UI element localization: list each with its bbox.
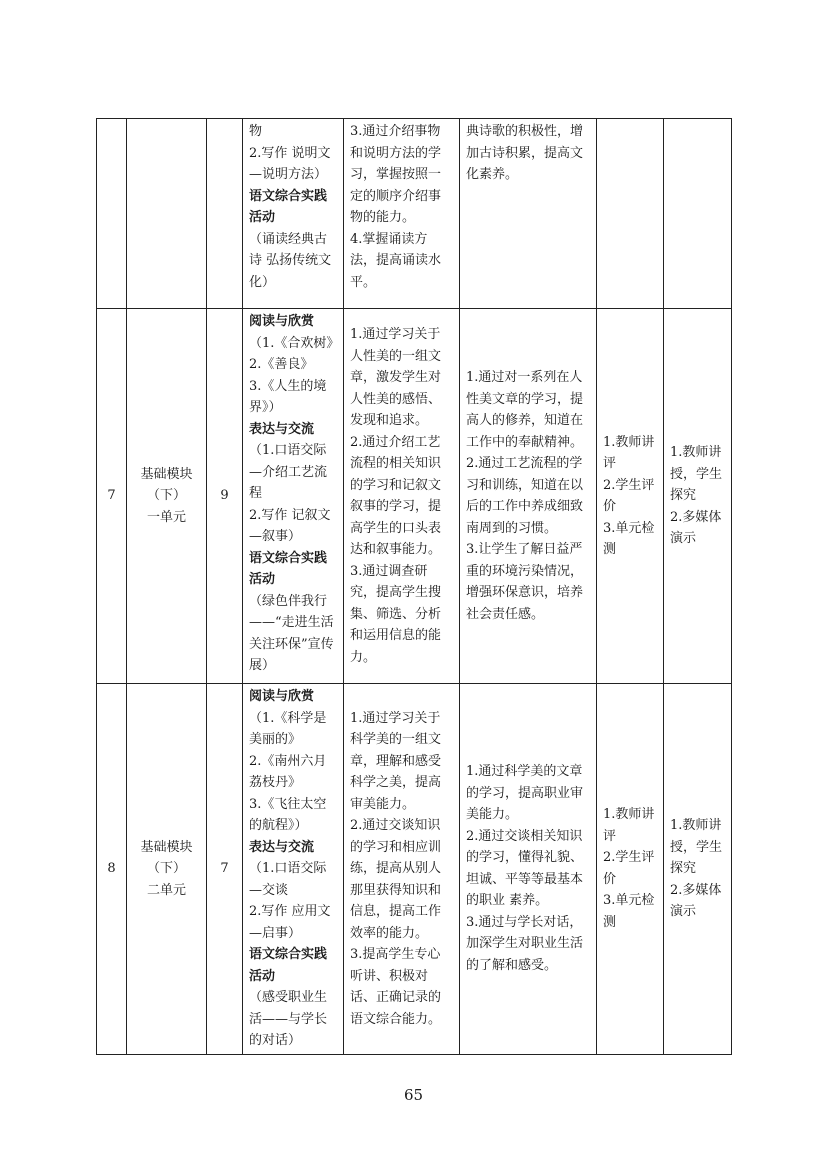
evaluation-cell bbox=[597, 119, 664, 309]
row-number-cell bbox=[97, 119, 127, 309]
goal-item: 1.通过学习关于科学美的一组文章，理解和感受科学之美，提高审美能力。 bbox=[350, 710, 442, 812]
content-item: （1.口语交际—介绍工艺流程 bbox=[249, 443, 328, 501]
content-item: 2.《善良》 bbox=[249, 357, 314, 372]
content-heading: 语文综合实践活动 bbox=[249, 550, 328, 587]
literacy-cell bbox=[460, 119, 597, 309]
module-label: 基础模块 bbox=[140, 839, 193, 855]
table-row bbox=[97, 119, 732, 309]
content-heading: 阅读与欣赏 bbox=[249, 689, 315, 704]
course-table bbox=[96, 118, 732, 1055]
literacy-item: 2.通过工艺流程的学习和训练，知道在以后的工作中养成细致南周到的习惯。 bbox=[466, 456, 584, 536]
module-label: （下） bbox=[146, 488, 186, 504]
content-item: （1.《科学是美丽的》 bbox=[249, 710, 327, 747]
hours-value: 9 bbox=[220, 488, 229, 504]
literacy-item: 典诗歌的积极性，增加古诗积累，提高文化素养。 bbox=[466, 124, 584, 182]
module-cell bbox=[127, 684, 207, 1055]
literacy-cell bbox=[460, 684, 597, 1055]
method-item: 1.教师讲授，学生探究 bbox=[670, 445, 723, 504]
goals-cell bbox=[344, 119, 460, 309]
content-heading: 阅读与欣赏 bbox=[249, 314, 315, 329]
literacy-item: 2.通过交谈相关知识的学习，懂得礼貌、坦诚、平等等最基本的职业 素养。 bbox=[466, 828, 584, 909]
evaluation-cell bbox=[597, 684, 664, 1055]
goal-item: 2.通过交谈知识的学习和相应训练，提高从别人那里获得知识和信息，提高工作效率的能力。 bbox=[350, 818, 442, 941]
content-cell bbox=[243, 684, 344, 1055]
goals-cell bbox=[344, 309, 460, 684]
row-number-cell bbox=[97, 309, 127, 684]
hours-value: 7 bbox=[220, 861, 229, 876]
content-item: 2.《南州六月荔枝丹》 bbox=[249, 753, 327, 790]
literacy-item: 3.让学生了解日益严重的环境污染情况，增强环保意识，培养社会责任感。 bbox=[466, 542, 584, 622]
goal-item: 1.通过学习关于人性美的一组文章，激发学生对人性美的感悟、发现和追求。 bbox=[350, 327, 442, 428]
content-heading: 表达与交流 bbox=[249, 421, 315, 437]
evaluation-item: 2.学生评价 bbox=[603, 850, 655, 887]
content-item: （1.口语交际—交谈 bbox=[249, 861, 327, 898]
goals-cell bbox=[344, 684, 460, 1055]
content-heading: 表达与交流 bbox=[249, 839, 315, 855]
evaluation-item: 1.教师讲评 bbox=[603, 807, 655, 844]
hours-cell bbox=[207, 309, 243, 684]
evaluation-cell bbox=[597, 309, 664, 684]
evaluation-item: 2.学生评价 bbox=[603, 477, 655, 514]
row-number: 8 bbox=[107, 861, 116, 876]
table-row bbox=[97, 684, 732, 1055]
method-item: 2.多媒体演示 bbox=[670, 882, 722, 919]
content-item: 2.写作 说明文—说明方法） bbox=[249, 145, 331, 182]
content-item: 3.《飞往太空的航程》） bbox=[249, 796, 327, 833]
content-item: （诵读经典古诗 弘扬传统文化） bbox=[249, 231, 332, 290]
content-item: 2.写作 应用文—启事） bbox=[249, 904, 331, 941]
goal-item: 4.掌握诵读方法，提高诵读水平。 bbox=[350, 231, 442, 290]
row-number: 7 bbox=[107, 488, 116, 504]
module-label: 基础模块 bbox=[140, 466, 193, 482]
content-item: （感受职业生活——与学长的对话） bbox=[249, 990, 328, 1048]
content-item: （1.《合欢树》 bbox=[249, 335, 340, 351]
literacy-item: 1.通过对一系列在人性美文章的学习，提高人的修养，知道在工作中的奉献精神。 bbox=[466, 370, 584, 450]
method-item: 1.教师讲授，学生探究 bbox=[670, 818, 723, 876]
evaluation-item: 3.单元检测 bbox=[603, 893, 655, 930]
method-item: 2.多媒体演示 bbox=[670, 509, 722, 547]
page-number: 65 bbox=[403, 1086, 424, 1104]
evaluation-item: 3.单元检测 bbox=[603, 520, 655, 557]
literacy-cell bbox=[460, 309, 597, 684]
module-label: 一单元 bbox=[146, 509, 186, 525]
module-label: （下） bbox=[146, 861, 186, 876]
row-number-cell bbox=[97, 684, 127, 1055]
content-item: 物 bbox=[249, 124, 263, 139]
content-cell bbox=[243, 309, 344, 684]
content-item: （绿色伴我行——“走进生活 关注环保”宣传展） bbox=[249, 593, 334, 673]
method-cell bbox=[664, 119, 732, 309]
goal-item: 2.通过介绍工艺流程的相关知识的学习和记叙文叙事的学习，提高学生的口头表达和叙事能力。 bbox=[350, 434, 442, 557]
content-cell bbox=[243, 119, 344, 309]
content-item: 2.写作 记叙文—叙事） bbox=[249, 507, 331, 544]
goal-item: 3.提高学生专心听讲、积极对话、正确记录的语文综合能力。 bbox=[350, 947, 442, 1027]
content-heading: 语文综合实践活动 bbox=[249, 188, 328, 225]
goal-item: 3.通过调查研究，提高学生搜集、筛选、分析和运用信息的能力。 bbox=[350, 563, 442, 665]
literacy-item: 3.通过与学长对话，加深学生对职业生活的了解和感受。 bbox=[466, 914, 584, 973]
content-item: 3.《人生的境界》） bbox=[249, 378, 327, 415]
module-cell bbox=[127, 119, 207, 309]
hours-cell bbox=[207, 119, 243, 309]
goal-item: 3.通过介绍事物和说明方法的学习，掌握按照一定的顺序介绍事物的能力。 bbox=[350, 124, 442, 225]
module-cell bbox=[127, 309, 207, 684]
table-row bbox=[97, 309, 732, 684]
hours-cell bbox=[207, 684, 243, 1055]
method-cell bbox=[664, 684, 732, 1055]
module-label: 二单元 bbox=[146, 882, 186, 898]
content-heading: 语文综合实践活动 bbox=[249, 947, 328, 984]
method-cell bbox=[664, 309, 732, 684]
literacy-item: 1.通过科学美的文章的学习，提高职业审美能力。 bbox=[466, 764, 584, 823]
evaluation-item: 1.教师讲评 bbox=[603, 434, 655, 471]
